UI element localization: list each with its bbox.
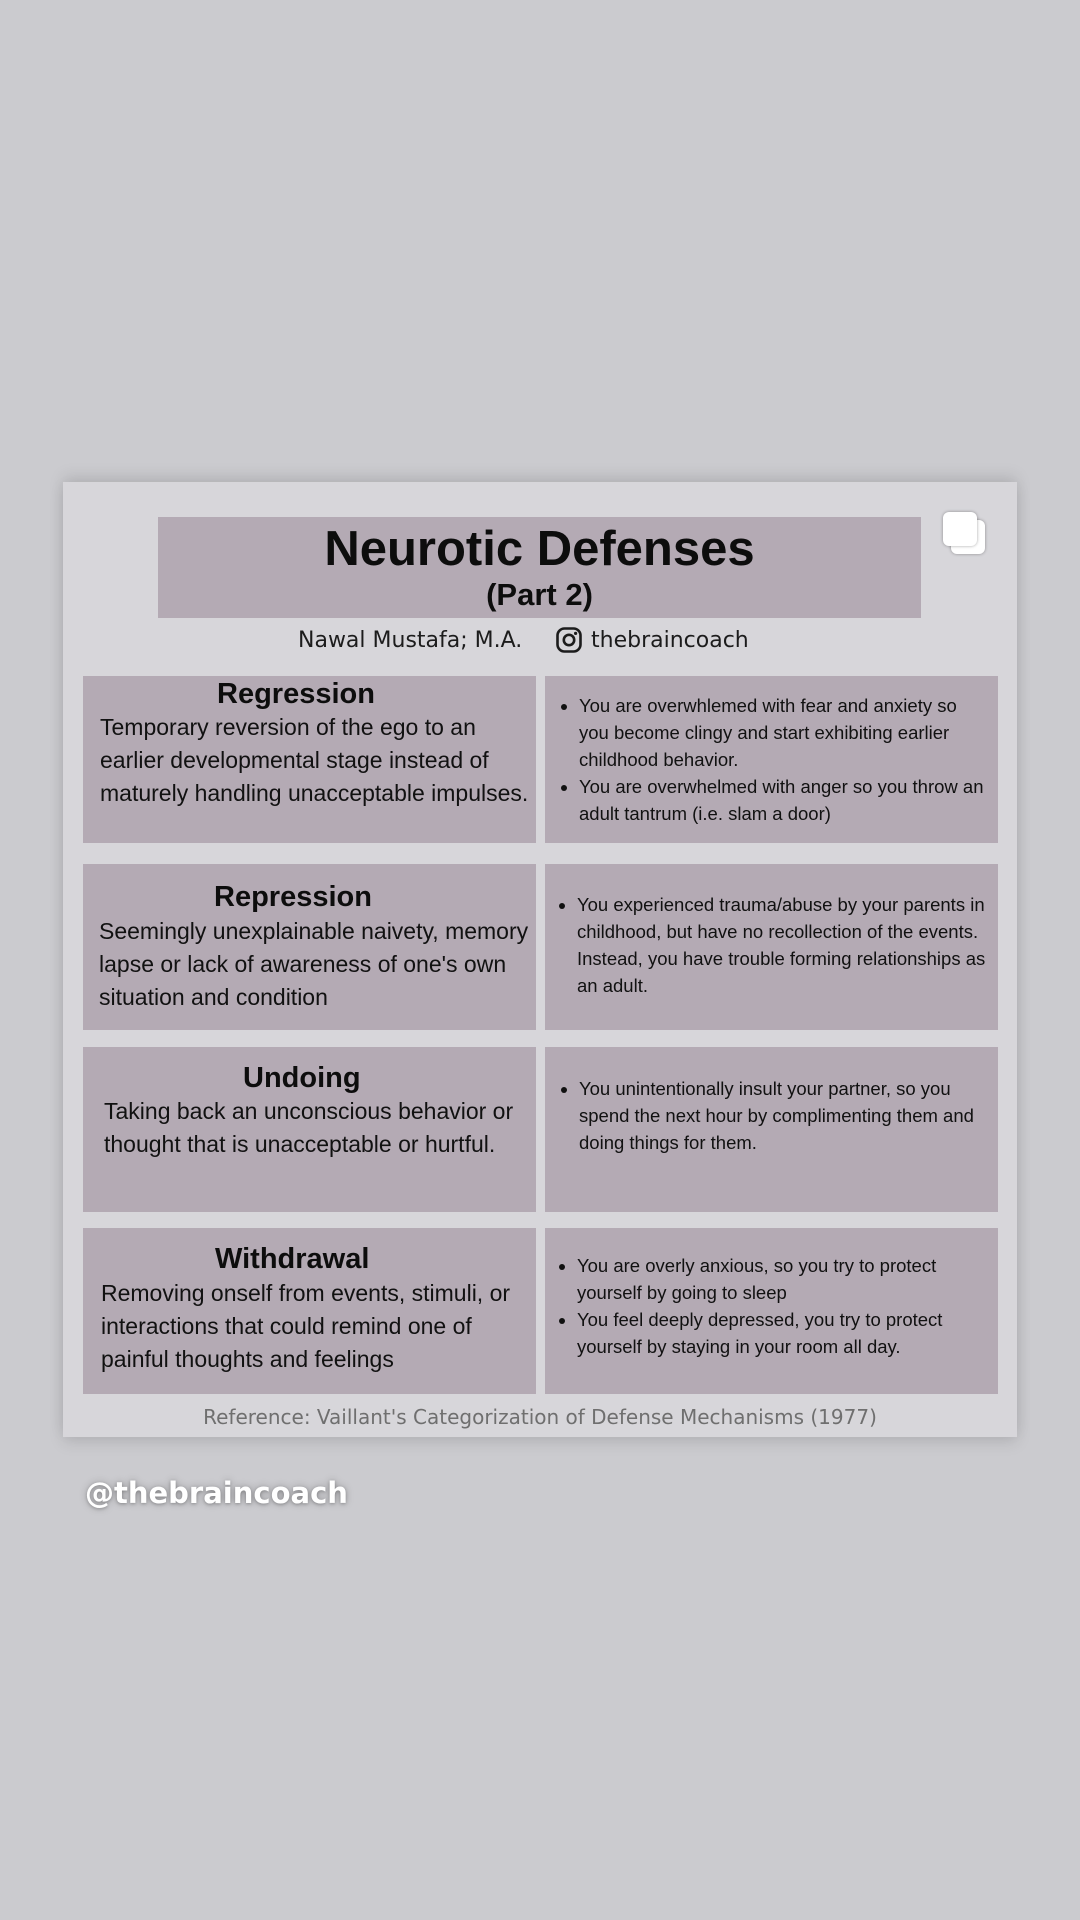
defense-definition: Seemingly unexplainable naivety, memory lapse or lack of awareness of one's own situation and condition (99, 918, 529, 1010)
page-subtitle: (Part 2) (486, 577, 593, 612)
instagram-icon (555, 626, 583, 654)
defense-definition-cell (83, 864, 536, 1030)
defense-examples-cell (545, 1047, 998, 1212)
reference-note: Reference: Vaillant's Categorization of Defense Mechanisms (1977) (203, 1405, 877, 1429)
stacked-squares-icon[interactable] (943, 512, 989, 558)
examples-list (543, 891, 987, 999)
title-banner (158, 517, 921, 618)
defense-examples-cell (545, 1228, 998, 1394)
defense-name: Repression (214, 881, 372, 913)
defense-examples-cell (545, 864, 998, 1030)
defense-definition-cell (83, 1228, 536, 1394)
defense-name: Regression (217, 678, 375, 710)
examples-list (545, 692, 989, 827)
example-item: • You unintentionally insult your partner, so you spend the next hour by complimenting them and doing things for them. (579, 1075, 991, 1156)
defense-definition: Temporary reversion of the ego to an earlier developmental stage instead of maturely handling unacceptable impulses. (100, 714, 529, 806)
story-mention-sticker[interactable]: @thebraincoach (85, 1476, 348, 1510)
defense-name: Undoing (243, 1062, 361, 1094)
post-card[interactable] (63, 482, 1017, 1437)
example-item: • You feel deeply depressed, you try to protect yourself by staying in your room all day. (577, 1306, 989, 1360)
page-title: Neurotic Defenses (324, 522, 755, 576)
defense-definition: Taking back an unconscious behavior or thought that is unacceptable or hurtful. (104, 1098, 514, 1157)
defense-definition: Removing onself from events, stimuli, or interactions that could remind one of painful thoughts and feelings (101, 1280, 511, 1372)
byline (63, 626, 1017, 662)
example-item: • You are overwhelmed with anger so you throw an adult tantrum (i.e. slam a door) (579, 773, 989, 827)
instagram-handle: thebraincoach (591, 628, 749, 653)
example-item: • You are overwhlemed with fear and anxiety so you become clingy and start exhibiting earlier childhood behavior. (579, 692, 989, 773)
author-name: Nawal Mustafa; M.A. (298, 628, 523, 653)
example-item: • You are overly anxious, so you try to protect yourself by going to sleep (577, 1252, 989, 1306)
defense-definition-cell (83, 1047, 536, 1212)
defense-name: Withdrawal (215, 1243, 370, 1275)
examples-list (545, 1075, 991, 1156)
example-item: • You experienced trauma/abuse by your parents in childhood, but have no recollection of the events. Instead, you have trouble forming relationships as an adult. (577, 891, 987, 999)
examples-list (543, 1252, 989, 1360)
defense-definition-cell (83, 676, 536, 843)
defense-examples-cell (545, 676, 998, 843)
